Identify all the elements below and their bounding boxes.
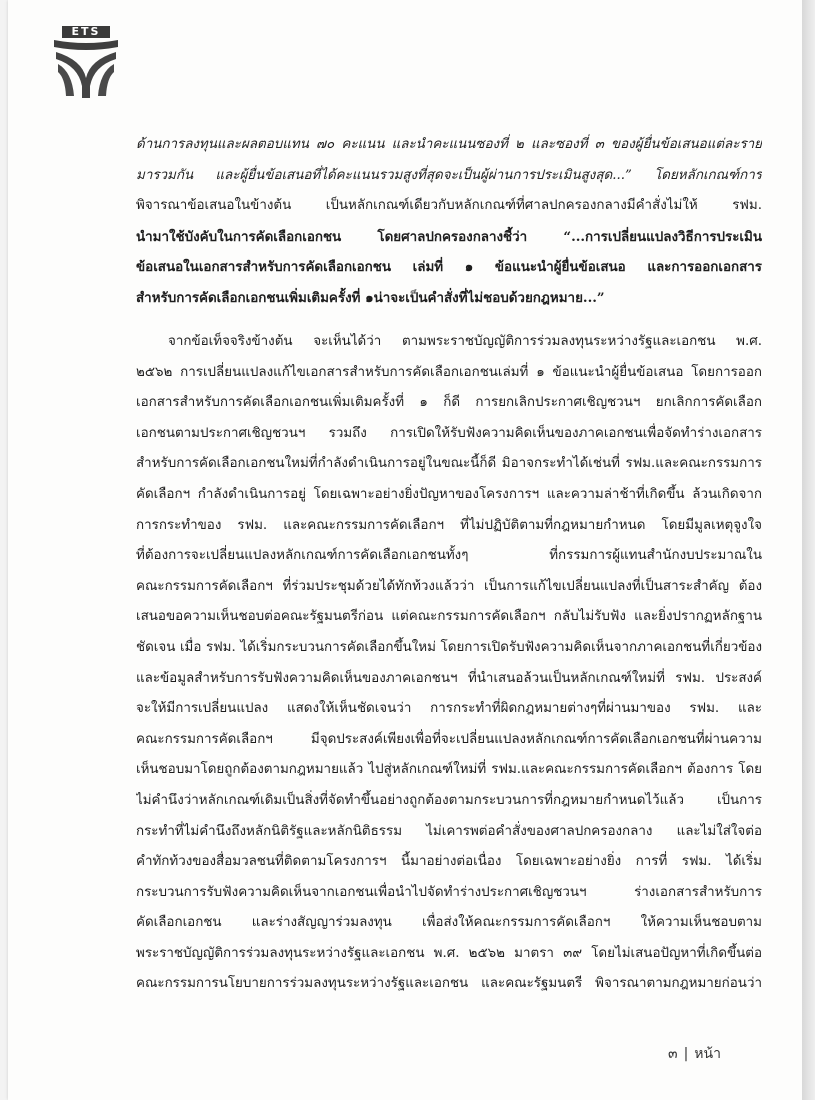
logo-text: ETS — [62, 26, 110, 38]
page-number: ๓ — [668, 1046, 678, 1062]
text-line: คณะกรรมการคัดเลือกฯ มีจุดประสงค์เพียงเพื่อที่จะเปลี่ยนแปลงหลักเกณฑ์การคัดเลือกเอกชนที่ผ่านความ — [136, 731, 762, 747]
text-line: ๒๕๖๒ การเปลี่ยนแปลงแก้ไขเอกสารสำหรับการคัดเลือกเอกชนเล่มที่ ๑ ข้อแนะนำผู้ยื่นข้อเสนอ โดยการออก — [136, 364, 762, 380]
text-line: จะให้มีการเปลี่ยนแปลง แสดงให้เห็นชัดเจนว่า การกระทำที่ผิดกฎหมายต่างๆที่ผ่านมาของ รฟม. และ — [136, 701, 762, 717]
text-line: ที่ต้องการจะเปลี่ยนแปลงหลักเกณฑ์การคัดเลือกเอกชนทั้งๆ ที่กรรมการผู้แทนสำนักงบประมาณใน — [136, 548, 762, 564]
page-footer — [668, 1043, 721, 1065]
text-line: เอกสารสำหรับการคัดเลือกเอกชนเพิ่มเติมครั้งที่ ๑ ก็ดี การยกเลิกประกาศเชิญชวนฯ ยกเลิกการคัดเลือก — [136, 395, 762, 411]
text-line: นำมาใช้บังคับในการคัดเลือกเอกชน โดยศาลปกครองกลางชี้ว่า “...การเปลี่ยนแปลงวิธีการประเมิน — [136, 228, 762, 245]
text-line: ด้านการลงทุนและผลตอบแทน ๗๐ คะแนน และนำคะแนนซองที่ ๒ และซองที่ ๓ ของผู้ยื่นข้อเสนอแต่ละราย — [136, 137, 762, 152]
text-line: มารวมกัน และผู้ยื่นข้อเสนอที่ได้คะแนนรวมสูงที่สุดจะเป็นผู้ผ่านการประเมินสูงสุด...” โดยหลักเกณฑ์การ — [136, 167, 762, 183]
text-line: คำทักท้วงของสื่อมวลชนที่ติดตามโครงการฯ นี้มาอย่างต่อเนื่อง โดยเฉพาะอย่างยิ่ง การที่ รฟม. ได้เริ่ม — [136, 854, 762, 870]
paragraph-facts-analysis — [136, 327, 762, 1000]
text-line: กระบวนการรับฟังความคิดเห็นจากเอกชนเพื่อนำไปจัดทำร่างประกาศเชิญชวนฯ ร่างเอกสารสำหรับการ — [136, 884, 762, 900]
page-label: หน้า — [694, 1046, 721, 1062]
text-line: เสนอขอความเห็นชอบต่อคณะรัฐมนตรีก่อน แต่คณะกรรมการคัดเลือกฯ กลับไม่รับฟัง และยิ่งปรากฏหลักฐาน — [136, 609, 762, 625]
paragraph-evaluation-criteria — [136, 130, 762, 314]
text-line: คัดเลือกฯ กำลังดำเนินการอยู่ โดยเฉพาะอย่างยิ่งปัญหาของโครงการฯ และความล่าช้าที่เกิดขึ้น ล้วนเกิดจาก — [136, 486, 762, 502]
text-line: เห็นชอบมาโดยถูกต้องตามกฎหมายแล้ว ไปสู่หลักเกณฑ์ใหม่ที่ รฟม.และคณะกรรมการคัดเลือกฯ ต้องการ โดย — [136, 762, 762, 778]
text-line: กระทำที่ไม่คำนึงถึงหลักนิติรัฐและหลักนิติธรรม ไม่เคารพต่อคำสั่งของศาลปกครองกลาง และไม่ใส่ใจต่อ — [136, 823, 762, 839]
text-line: คัดเลือกเอกชน และร่างสัญญาร่วมลงทุน เพื่อส่งให้คณะกรรมการคัดเลือกฯ ให้ความเห็นชอบตาม — [136, 915, 762, 931]
ets-logo — [52, 26, 120, 100]
document-page — [8, 0, 802, 1100]
text-line: ชัดเจน เมื่อ รฟม. ได้เริ่มกระบวนการคัดเลือกขึ้นใหม่ โดยการเปิดรับฟังความคิดเห็นจากภาคเอกชนที่เกี่ยวข้อง — [136, 639, 762, 655]
page-separator: | — [683, 1046, 689, 1062]
text-line: พระราชบัญญัติการร่วมลงทุนระหว่างรัฐและเอกชน พ.ศ. ๒๕๖๒ มาตรา ๓๙ โดยไม่เสนอปัญหาที่เกิดขึ้นต่อ — [136, 945, 762, 961]
text-line: คณะกรรมการคัดเลือกฯ ที่ร่วมประชุมด้วยได้ทักท้วงแล้วว่า เป็นการแก้ไขเปลี่ยนแปลงที่เป็นสาระสำคัญ ต้อง — [136, 578, 762, 594]
text-line: ข้อเสนอในเอกสารสำหรับการคัดเลือกเอกชน เล่มที่ ๑ ข้อแนะนำผู้ยื่นข้อเสนอ และการออกเอกสาร — [136, 259, 762, 276]
text-line: สำหรับการคัดเลือกเอกชนใหม่ที่กำลังดำเนินการอยู่ในขณะนี้ก็ดี มิอาจกระทำได้เช่นที่ รฟม.และคณะกรรมการ — [136, 456, 762, 472]
text-line: คณะกรรมการนโยบายการร่วมลงทุนระหว่างรัฐและเอกชน และคณะรัฐมนตรี พิจารณาตามกฎหมายก่อนว่า — [136, 976, 762, 992]
text-line: จากข้อเท็จจริงข้างต้น จะเห็นได้ว่า ตามพระราชบัญญัติการร่วมลงทุนระหว่างรัฐและเอกชน พ.ศ. — [168, 334, 762, 349]
text-line: ไม่คำนึงว่าหลักเกณฑ์เดิมเป็นสิ่งที่จัดทำขึ้นอย่างถูกต้องตามกระบวนการที่กฎหมายกำหนดไว้แล้ว เป็นการ — [136, 792, 762, 808]
page-edge-shadow — [802, 0, 815, 1100]
text-line: และข้อมูลสำหรับการรับฟังความคิดเห็นของภาคเอกชนฯ ที่นำเสนอล้วนเป็นหลักเกณฑ์ใหม่ที่ รฟม. ประสงค์ — [136, 670, 762, 686]
text-line: สำหรับการคัดเลือกเอกชนเพิ่มเติมครั้งที่ ๑น่าจะเป็นคำสั่งที่ไม่ชอบด้วยกฎหมาย...” — [136, 289, 605, 306]
text-line: การกระทำของ รฟม. และคณะกรรมการคัดเลือกฯ ที่ไม่ปฏิบัติตามที่กฎหมายกำหนด โดยมีมูลเหตุจูงใจ — [136, 517, 762, 533]
logo-emblem-icon — [52, 38, 120, 100]
text-line: เอกชนตามประกาศเชิญชวนฯ รวมถึง การเปิดให้รับฟังความคิดเห็นของภาคเอกชนเพื่อจัดทำร่างเอกสาร — [136, 425, 762, 441]
text-line: พิจารณาข้อเสนอในข้างต้น เป็นหลักเกณฑ์เดียวกับหลักเกณฑ์ที่ศาลปกครองกลางมีคำสั่งไม่ให้ รฟม. — [136, 198, 762, 214]
